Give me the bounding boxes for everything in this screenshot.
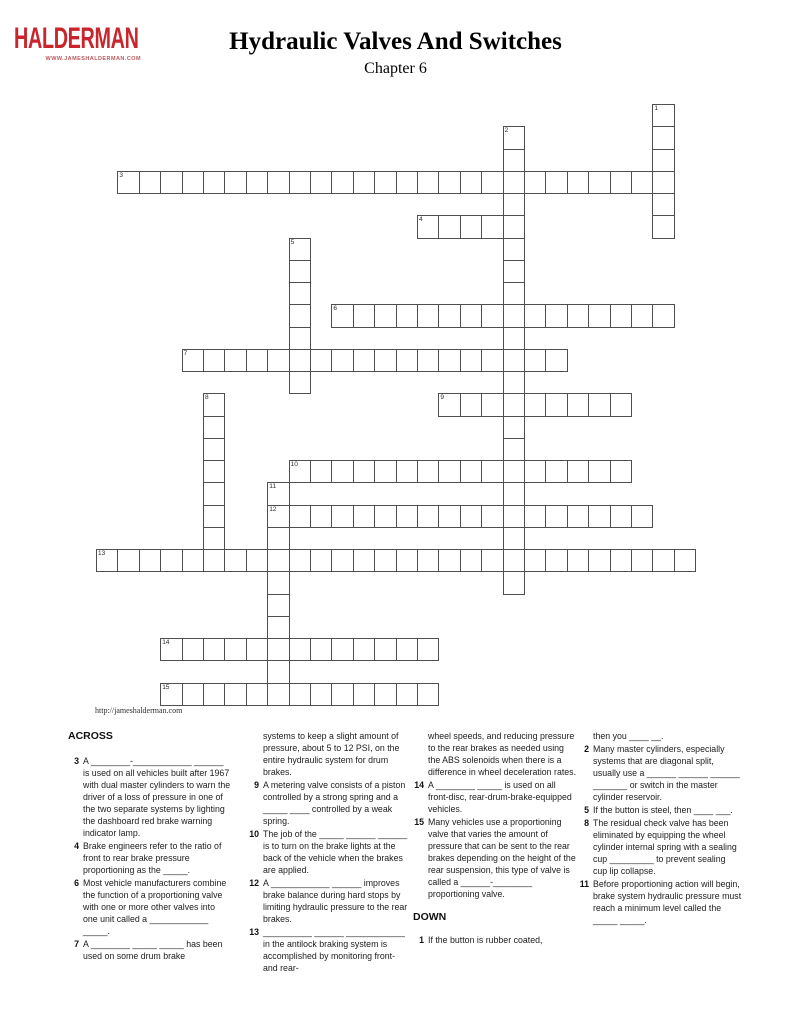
word-number: 5 (290, 238, 295, 246)
grid-cell[interactable] (588, 171, 610, 194)
clue-number: 3 (74, 756, 79, 766)
grid-cell[interactable] (310, 549, 332, 572)
clue-text: Many master cylinders, especially systems that are diagonal split, usually use a ______ ______ ______ _______ or switch in the master cylinder reservoir. (593, 744, 740, 802)
grid-cell[interactable] (631, 505, 653, 528)
grid-cell[interactable] (374, 349, 396, 372)
grid-cell[interactable] (246, 549, 268, 572)
grid-cell[interactable] (503, 393, 525, 416)
grid-cell[interactable] (610, 549, 632, 572)
grid-cell[interactable] (289, 549, 311, 572)
word-number: 6 (333, 305, 338, 313)
clue-number: 4 (74, 841, 79, 851)
clue-item (578, 804, 742, 816)
grid-cell[interactable] (182, 349, 204, 372)
clue-item (578, 730, 742, 742)
grid-cell[interactable] (503, 215, 525, 238)
clue-text: Brake engineers refer to the ratio of front to rear brake pressure proportioning as the _____. (83, 841, 222, 875)
grid-cell[interactable] (396, 171, 418, 194)
grid-cell[interactable] (310, 683, 332, 706)
grid-cell[interactable] (481, 505, 503, 528)
grid-cell[interactable] (503, 282, 525, 305)
grid-cell[interactable] (289, 304, 311, 327)
grid-cell[interactable] (567, 171, 589, 194)
page-subtitle: Chapter 6 (364, 60, 427, 77)
grid-cell[interactable] (460, 349, 482, 372)
grid-cell[interactable] (224, 171, 246, 194)
word-number: 4 (419, 216, 423, 224)
grid-cell[interactable] (674, 549, 696, 572)
grid-cell[interactable] (652, 193, 674, 216)
grid-cell[interactable] (374, 549, 396, 572)
grid-cell[interactable] (353, 460, 375, 483)
grid-cell[interactable] (374, 171, 396, 194)
grid-cell[interactable] (503, 505, 525, 528)
clue-text: A ____________ ______ improves brake balance during hard stops by limiting hydraulic pressure to the rear brakes. (263, 878, 408, 924)
word-number: 14 (162, 639, 170, 646)
grid-cell[interactable] (610, 393, 632, 416)
word-number: 13 (98, 550, 106, 557)
grid-cell[interactable] (353, 549, 375, 572)
grid-cell[interactable] (353, 171, 375, 194)
grid-cell[interactable] (331, 349, 353, 372)
grid-cell[interactable] (267, 594, 289, 617)
clue-text: Most vehicle manufacturers combine the function of a proportioning valve with one or more other valves into one unit called a ____________ _____. (83, 878, 227, 936)
grid-cell[interactable] (160, 549, 182, 572)
grid-cell[interactable] (246, 171, 268, 194)
grid-cell[interactable] (610, 304, 632, 327)
grid-cell[interactable] (481, 460, 503, 483)
grid-cell[interactable] (267, 527, 289, 550)
grid-cell[interactable] (588, 505, 610, 528)
clue-text: __________ ______ ____________ in the antilock braking system is accomplished by monitoring front- and rear- (263, 927, 405, 973)
grid-cell[interactable] (396, 349, 418, 372)
clue-column-1 (68, 730, 232, 963)
grid-cell[interactable] (396, 638, 418, 661)
clue-text: wheel speeds, and reducing pressure to the rear brakes as needed using the ABS solenoids when there is a difference in wheel deceleration rates. (428, 731, 577, 777)
clue-number: 14 (414, 780, 424, 790)
grid-cell[interactable] (374, 304, 396, 327)
source-url: http://jameshalderman.com (95, 706, 183, 715)
grid-cell[interactable] (503, 460, 525, 483)
clue-item (413, 779, 577, 815)
clue-column-4 (578, 730, 742, 927)
grid-cell[interactable] (524, 171, 546, 194)
word-number: 7 (183, 349, 188, 357)
logo-website-text: WWW.JAMESHALDERMAN.COM (45, 56, 141, 62)
grid-cell[interactable] (267, 660, 289, 683)
grid-cell[interactable] (417, 171, 439, 194)
grid-cell[interactable] (310, 349, 332, 372)
clue-item (248, 828, 412, 876)
grid-cell[interactable] (545, 549, 567, 572)
grid-cell[interactable] (139, 549, 161, 572)
clue-text: The residual check valve has been eliminated by equipping the wheel cylinder internal spring with a sealing cup _________ to prevent sealing cup lip collapse. (593, 818, 737, 876)
grid-cell[interactable] (438, 215, 460, 238)
grid-cell[interactable] (267, 638, 289, 661)
grid-cell[interactable] (652, 304, 674, 327)
clue-number: 12 (249, 878, 259, 888)
clue-number: 13 (249, 927, 259, 937)
grid-cell[interactable] (203, 549, 225, 572)
grid-cell[interactable] (417, 505, 439, 528)
grid-cell[interactable] (460, 505, 482, 528)
grid-cell[interactable] (438, 549, 460, 572)
grid-cell[interactable] (652, 215, 674, 238)
grid-cell[interactable] (139, 171, 161, 194)
grid-cell[interactable] (503, 171, 525, 194)
grid-cell[interactable] (417, 549, 439, 572)
word-number: 9 (440, 394, 445, 402)
grid-cell[interactable] (246, 349, 268, 372)
clue-text: A ________ _____ _____ has been used on some drum brake (83, 939, 223, 961)
grid-cell[interactable] (396, 460, 418, 483)
clue-item (413, 730, 577, 778)
grid-cell[interactable] (438, 304, 460, 327)
clue-text: Many vehicles use a proportioning valve that varies the amount of pressure that can be sent to the rear brakes depending on the height of the rear suspension, this type of valve is called a ______-________ proportioning valve. (428, 817, 576, 899)
clue-item (248, 779, 412, 827)
grid-cell[interactable] (117, 171, 139, 194)
grid-cell[interactable] (438, 460, 460, 483)
grid-cell[interactable] (652, 549, 674, 572)
clue-text: The job of the _____ ______ ______ is to turn on the brake lights at the back of the vehicle when the brakes are applied. (263, 829, 408, 875)
grid-cell[interactable] (503, 193, 525, 216)
clue-number: 9 (254, 780, 259, 790)
clue-column-3 (413, 730, 577, 947)
grid-cell[interactable] (267, 549, 289, 572)
grid-cell[interactable] (417, 349, 439, 372)
clue-item (413, 816, 577, 900)
grid-cell[interactable] (353, 505, 375, 528)
grid-cell[interactable] (117, 549, 139, 572)
grid-cell[interactable] (588, 460, 610, 483)
grid-cell[interactable] (182, 171, 204, 194)
grid-cell[interactable] (310, 460, 332, 483)
clue-text: A metering valve consists of a piston controlled by a strong spring and a _____ ____ controlled by a weak spring. (263, 780, 406, 826)
grid-cell[interactable] (460, 549, 482, 572)
grid-cell[interactable] (374, 460, 396, 483)
grid-cell[interactable] (267, 571, 289, 594)
word-number: 11 (269, 483, 276, 491)
grid-cell[interactable] (545, 304, 567, 327)
grid-cell[interactable] (503, 260, 525, 283)
grid-cell[interactable] (460, 171, 482, 194)
grid-cell[interactable] (481, 393, 503, 416)
grid-cell[interactable] (396, 683, 418, 706)
grid-cell[interactable] (331, 549, 353, 572)
clue-item (68, 755, 232, 839)
grid-cell[interactable] (417, 683, 439, 706)
grid-cell[interactable] (267, 683, 289, 706)
grid-cell[interactable] (160, 638, 182, 661)
grid-cell[interactable] (545, 171, 567, 194)
grid-cell[interactable] (289, 171, 311, 194)
grid-cell[interactable] (289, 349, 311, 372)
grid-cell[interactable] (203, 460, 225, 483)
clue-section-header: DOWN (413, 911, 447, 923)
grid-cell[interactable] (567, 304, 589, 327)
grid-cell[interactable] (481, 171, 503, 194)
clue-text: A ________-____________ ______ is used on all vehicles built after 1967 with dual master cylinders to warn the driver of a loss of pressure in one of the two separate systems by lighting the dashboard red brake warning indicator lamp. (83, 756, 231, 838)
grid-cell[interactable] (182, 638, 204, 661)
grid-cell[interactable] (331, 460, 353, 483)
grid-cell[interactable] (524, 505, 546, 528)
grid-cell[interactable] (503, 438, 525, 461)
clue-number: 5 (584, 805, 589, 815)
grid-cell[interactable] (353, 304, 375, 327)
clue-number: 10 (249, 829, 259, 839)
clue-number: 8 (584, 818, 589, 828)
grid-cell[interactable] (203, 349, 225, 372)
grid-cell[interactable] (652, 126, 674, 149)
grid-cell[interactable] (481, 549, 503, 572)
grid-cell[interactable] (545, 505, 567, 528)
grid-cell[interactable] (567, 393, 589, 416)
grid-cell[interactable] (503, 482, 525, 505)
clue-item (68, 938, 232, 962)
grid-cell[interactable] (267, 482, 289, 505)
clue-text: systems to keep a slight amount of pressure, about 5 to 12 PSI, on the entire hydraulic system for drum brakes. (263, 731, 400, 777)
clue-section-header: ACROSS (68, 730, 113, 742)
grid-cell[interactable] (524, 549, 546, 572)
grid-cell[interactable] (524, 460, 546, 483)
grid-cell[interactable] (567, 549, 589, 572)
grid-cell[interactable] (160, 683, 182, 706)
grid-cell[interactable] (331, 304, 353, 327)
grid-cell[interactable] (631, 549, 653, 572)
clue-number: 6 (74, 878, 79, 888)
grid-cell[interactable] (460, 393, 482, 416)
word-number: 2 (504, 127, 509, 135)
grid-cell[interactable] (610, 505, 632, 528)
grid-cell[interactable] (503, 549, 525, 572)
grid-cell[interactable] (160, 171, 182, 194)
word-number: 10 (290, 461, 298, 468)
grid-cell[interactable] (396, 549, 418, 572)
grid-cell[interactable] (267, 349, 289, 372)
grid-cell[interactable] (460, 215, 482, 238)
grid-cell[interactable] (203, 438, 225, 461)
grid-cell[interactable] (246, 683, 268, 706)
grid-cell[interactable] (460, 304, 482, 327)
grid-cell[interactable] (503, 571, 525, 594)
grid-cell[interactable] (503, 327, 525, 350)
grid-cell[interactable] (567, 460, 589, 483)
word-number: 12 (269, 505, 277, 513)
grid-cell[interactable] (267, 505, 289, 528)
grid-cell[interactable] (267, 171, 289, 194)
grid-cell[interactable] (438, 171, 460, 194)
grid-cell[interactable] (267, 616, 289, 639)
grid-cell[interactable] (610, 171, 632, 194)
grid-cell[interactable] (203, 393, 225, 416)
page-title: Hydraulic Valves And Switches (229, 28, 562, 55)
clue-number: 7 (74, 939, 79, 949)
grid-cell[interactable] (289, 505, 311, 528)
grid-cell[interactable] (503, 149, 525, 172)
grid-cell[interactable] (182, 549, 204, 572)
clue-item (248, 926, 412, 974)
clue-text: If the button is rubber coated, (428, 935, 543, 945)
grid-cell[interactable] (203, 638, 225, 661)
grid-cell[interactable] (203, 416, 225, 439)
grid-cell[interactable] (310, 638, 332, 661)
grid-cell[interactable] (524, 304, 546, 327)
clue-text: A ________ _____ is used on all front-disc, rear-drum-brake-equipped vehicles. (428, 780, 572, 814)
clue-number: 11 (579, 879, 589, 889)
grid-cell[interactable] (588, 304, 610, 327)
grid-cell[interactable] (353, 349, 375, 372)
grid-cell[interactable] (503, 126, 525, 149)
grid-cell[interactable] (503, 304, 525, 327)
clue-item (248, 877, 412, 925)
grid-cell[interactable] (331, 171, 353, 194)
grid-cell[interactable] (460, 460, 482, 483)
grid-cell[interactable] (374, 683, 396, 706)
clue-item (578, 743, 742, 803)
grid-cell[interactable] (331, 638, 353, 661)
grid-cell[interactable] (524, 393, 546, 416)
clue-column-2 (248, 730, 412, 975)
grid-cell[interactable] (289, 260, 311, 283)
clue-item (578, 878, 742, 926)
grid-cell[interactable] (289, 327, 311, 350)
grid-cell[interactable] (289, 638, 311, 661)
grid-cell[interactable] (289, 460, 311, 483)
grid-cell[interactable] (224, 638, 246, 661)
grid-cell[interactable] (417, 304, 439, 327)
grid-cell[interactable] (481, 349, 503, 372)
grid-cell[interactable] (331, 505, 353, 528)
grid-cell[interactable] (310, 171, 332, 194)
grid-cell[interactable] (331, 683, 353, 706)
word-number: 8 (205, 394, 209, 402)
clue-item (68, 840, 232, 876)
grid-cell[interactable] (652, 104, 674, 127)
grid-cell[interactable] (503, 371, 525, 394)
logo-text: HALDERMAN (14, 22, 139, 55)
grid-cell[interactable] (652, 149, 674, 172)
grid-cell[interactable] (631, 304, 653, 327)
grid-cell[interactable] (503, 349, 525, 372)
grid-cell[interactable] (438, 393, 460, 416)
grid-cell[interactable] (524, 349, 546, 372)
word-number: 15 (162, 683, 170, 691)
grid-cell[interactable] (545, 393, 567, 416)
grid-cell[interactable] (289, 683, 311, 706)
clue-item (413, 934, 577, 946)
grid-cell[interactable] (182, 683, 204, 706)
clue-item (248, 730, 412, 778)
grid-cell[interactable] (417, 460, 439, 483)
grid-cell[interactable] (545, 349, 567, 372)
grid-cell[interactable] (310, 505, 332, 528)
word-number: 3 (119, 171, 124, 179)
grid-cell[interactable] (652, 171, 674, 194)
grid-cell[interactable] (203, 482, 225, 505)
grid-cell[interactable] (374, 505, 396, 528)
grid-cell[interactable] (396, 304, 418, 327)
grid-cell[interactable] (353, 638, 375, 661)
word-number: 1 (654, 105, 659, 112)
grid-cell[interactable] (203, 171, 225, 194)
grid-cell[interactable] (203, 527, 225, 550)
grid-cell[interactable] (481, 215, 503, 238)
grid-cell[interactable] (289, 238, 311, 261)
grid-cell[interactable] (289, 282, 311, 305)
grid-cell[interactable] (353, 683, 375, 706)
grid-cell[interactable] (503, 527, 525, 550)
grid-cell[interactable] (203, 683, 225, 706)
grid-cell[interactable] (567, 505, 589, 528)
grid-cell[interactable] (481, 304, 503, 327)
grid-cell[interactable] (374, 638, 396, 661)
grid-cell[interactable] (503, 238, 525, 261)
clue-number: 15 (414, 817, 424, 827)
grid-cell[interactable] (417, 215, 439, 238)
clue-number: 1 (419, 935, 424, 945)
grid-cell[interactable] (246, 638, 268, 661)
grid-cell[interactable] (203, 505, 225, 528)
grid-cell[interactable] (588, 393, 610, 416)
clue-text: If the button is steel, then ____ ___. (593, 805, 733, 815)
grid-cell[interactable] (396, 505, 418, 528)
grid-cell[interactable] (224, 683, 246, 706)
clue-item (68, 877, 232, 937)
grid-cell[interactable] (588, 549, 610, 572)
grid-cell[interactable] (224, 349, 246, 372)
grid-cell[interactable] (610, 460, 632, 483)
clue-item (578, 817, 742, 877)
grid-cell[interactable] (631, 171, 653, 194)
grid-cell[interactable] (417, 638, 439, 661)
clue-number: 2 (584, 744, 589, 754)
grid-cell[interactable] (438, 505, 460, 528)
grid-cell[interactable] (289, 371, 311, 394)
clue-text: Before proportioning action will begin, brake system hydraulic pressure must reach a minimum level called the _____ _____. (593, 879, 742, 925)
clue-text: then you ____ __. (593, 731, 664, 741)
grid-cell[interactable] (96, 549, 118, 572)
grid-cell[interactable] (438, 349, 460, 372)
grid-cell[interactable] (224, 549, 246, 572)
grid-cell[interactable] (545, 460, 567, 483)
grid-cell[interactable] (503, 416, 525, 439)
